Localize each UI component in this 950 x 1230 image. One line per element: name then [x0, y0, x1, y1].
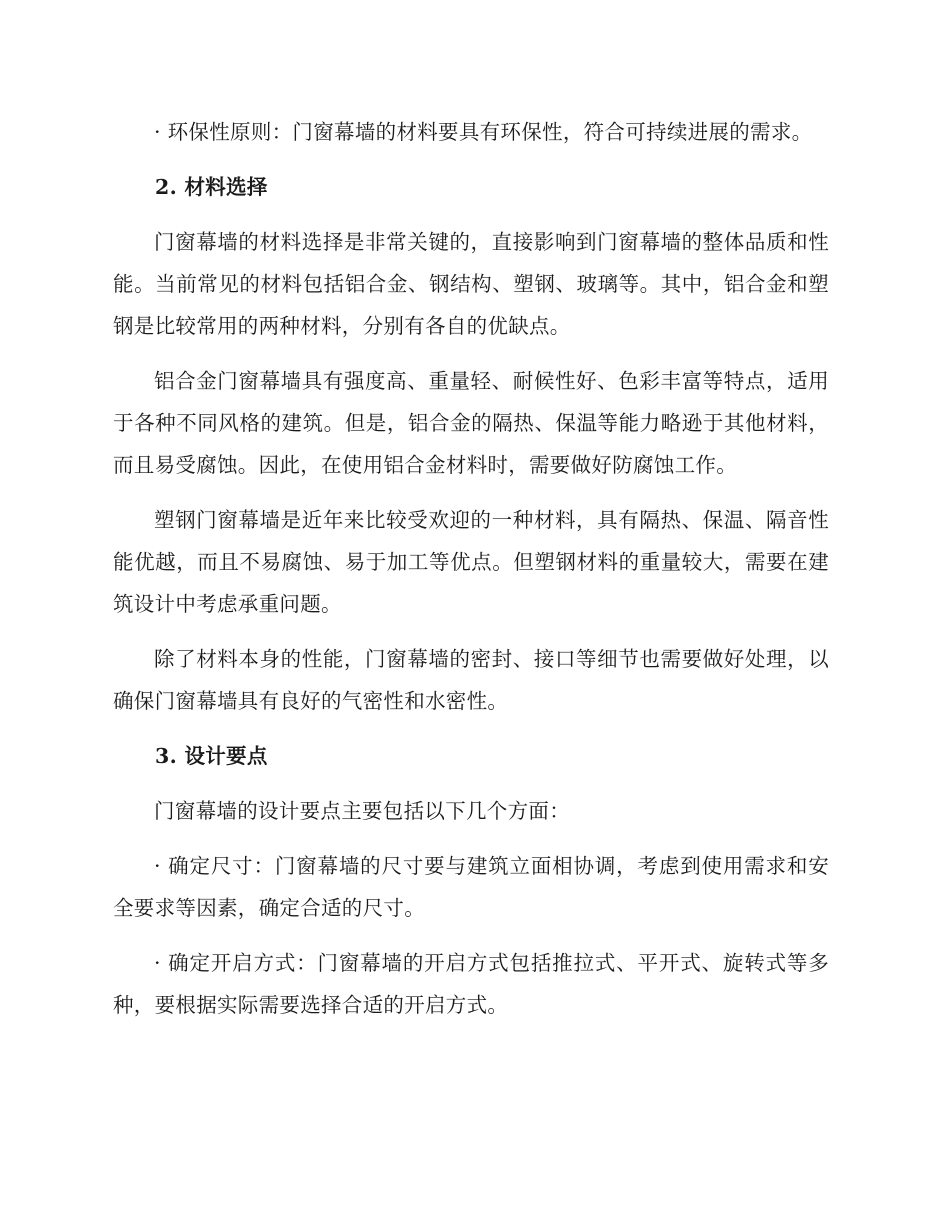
- spacer: [113, 347, 829, 360]
- spacer: [113, 625, 829, 638]
- paragraph-opening-method: · 确定开启方式：门窗幕墙的开启方式包括推拉式、平开式、旋转式等多种，要根据实际需要选择合适的开启方式。: [113, 951, 829, 1017]
- paragraph-pvc-steel: 塑钢门窗幕墙是近年来比较受欢迎的一种材料，具有隔热、保温、隔音性能优越，而且不易腐蚀、易于加工等优点。但塑钢材料的重量较大，需要在建筑设计中考虑承重问题。: [113, 508, 829, 616]
- paragraph-design-intro: 门窗幕墙的设计要点主要包括以下几个方面：: [154, 799, 570, 823]
- paragraph-aluminum: 铝合金门窗幕墙具有强度高、重量轻、耐候性好、色彩丰富等特点，适用于各种不同风格的建筑。但是，铝合金的隔热、保温等能力略逊于其他材料，而且易受腐蚀。因此，在使用铝合金材料时，需要做好防腐蚀工作。: [113, 369, 829, 477]
- spacer: [113, 208, 829, 221]
- paragraph-materials-intro: 门窗幕墙的材料选择是非常关键的，直接影响到门窗幕墙的整体品质和性能。当前常见的材料包括铝合金、钢结构、塑钢、玻璃等。其中，铝合金和塑钢是比较常用的两种材料，分别有各自的优缺点。: [113, 230, 829, 338]
- paragraph-sealing: 除了材料本身的性能，门窗幕墙的密封、接口等细节也需要做好处理，以确保门窗幕墙具有良好的气密性和水密性。: [113, 647, 829, 713]
- spacer: [113, 832, 829, 845]
- spacer: [113, 722, 829, 735]
- spacer: [113, 929, 829, 942]
- section-heading-design: 3. 设计要点: [155, 744, 268, 768]
- spacer: [113, 486, 829, 499]
- section-heading-materials: 2. 材料选择: [155, 175, 268, 199]
- spacer: [113, 777, 829, 790]
- spacer: [113, 153, 829, 166]
- document-body: [113, 111, 829, 1026]
- paragraph-size: · 确定尺寸：门窗幕墙的尺寸要与建筑立面相协调，考虑到使用需求和安全要求等因素，确定合适的尺寸。: [113, 854, 829, 920]
- paragraph-environmental-principle: · 环保性原则：门窗幕墙的材料要具有环保性，符合可持续进展的需求。: [154, 120, 813, 144]
